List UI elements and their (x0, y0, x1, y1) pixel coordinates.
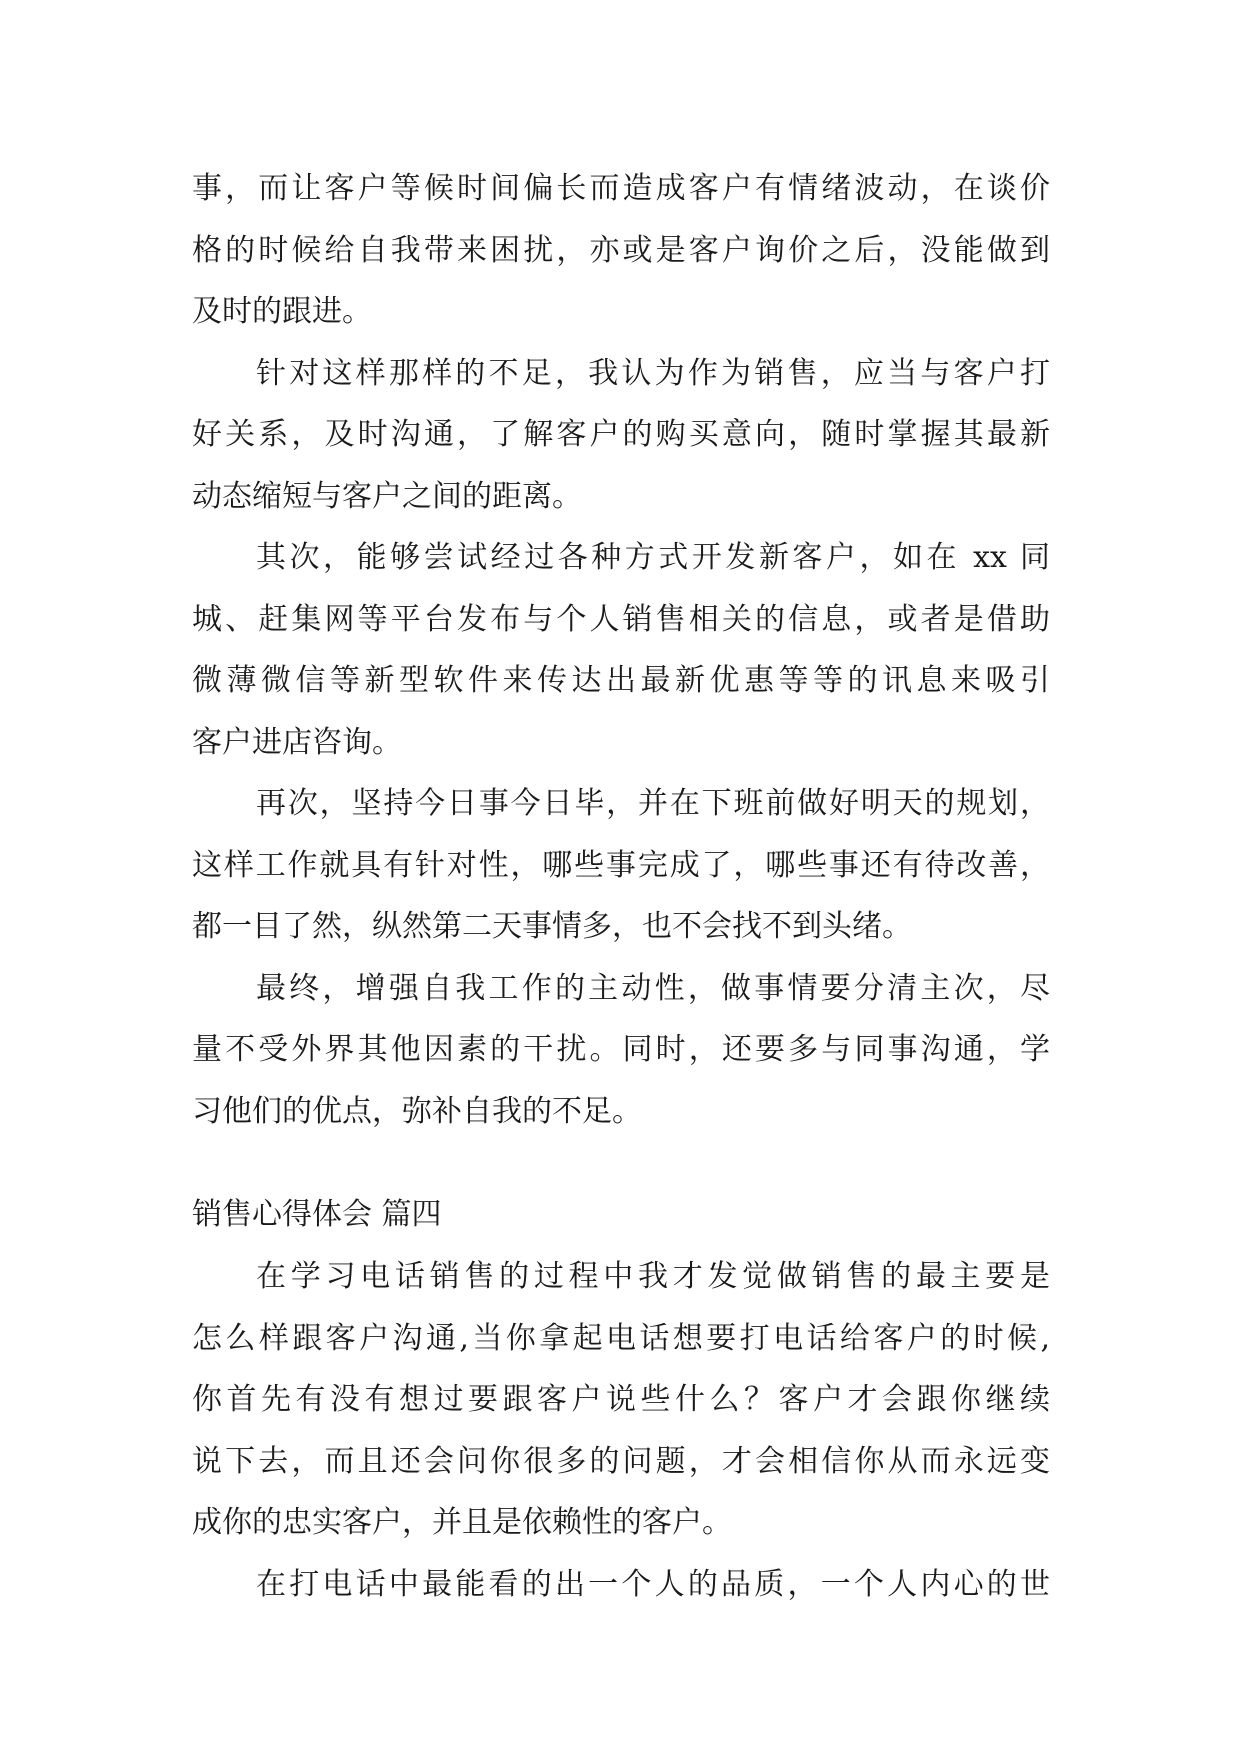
text-line: 你首先有没有想过要跟客户说些什么？客户才会跟你继续 (192, 1382, 1050, 1417)
text-line: 格的时候给自我带来困扰，亦或是客户询价之后，没能做到 (192, 232, 1050, 268)
document-page (192, 158, 1050, 1615)
paragraph (192, 343, 1050, 528)
text-line: 事，而让客户等候时间偏长而造成客户有情绪波动，在谈价 (192, 171, 1050, 206)
text-line: 都一目了然，纵然第二天事情多，也不会找不到头绪。 (192, 909, 912, 944)
text-line: 怎么样跟客户沟通,当你拿起电话想要打电话给客户的时候, (192, 1320, 1050, 1356)
section-heading: 销售心得体会 篇四 (192, 1197, 442, 1232)
text-line: 成你的忠实客户，并且是依赖性的客户。 (192, 1505, 732, 1540)
text-line: 好关系，及时沟通，了解客户的购买意向，随时掌握其最新 (192, 417, 1050, 452)
text-line: 这样工作就具有针对性，哪些事完成了，哪些事还有待改善， (192, 847, 1050, 883)
text-line: 最终，增强自我工作的主动性，做事情要分清主次，尽 (256, 970, 1050, 1006)
text-line: 客户进店咨询。 (192, 724, 402, 760)
paragraph (192, 158, 1050, 343)
text-line: 及时的跟进。 (192, 294, 372, 329)
paragraph (192, 773, 1050, 958)
text-line: 其次，能够尝试经过各种方式开发新客户，如在 xx 同 (256, 540, 1050, 575)
text-line: 说下去，而且还会问你很多的问题，才会相信你从而永远变 (192, 1443, 1050, 1479)
text-line: 在学习电话销售的过程中我才发觉做销售的最主要是 (256, 1259, 1050, 1294)
paragraph (192, 958, 1050, 1143)
text-line: 微薄微信等新型软件来传达出最新优惠等等的讯息来吸引 (192, 663, 1050, 698)
text-line: 再次，坚持今日事今日毕，并在下班前做好明天的规划， (256, 786, 1050, 821)
paragraph (192, 1246, 1050, 1554)
text-line: 城、赶集网等平台发布与个人销售相关的信息，或者是借助 (192, 601, 1050, 637)
paragraph (192, 527, 1050, 773)
text-line: 量不受外界其他因素的干扰。同时，还要多与同事沟通，学 (192, 1032, 1050, 1067)
text-line: 习他们的优点，弥补自我的不足。 (192, 1093, 642, 1129)
text-line: 动态缩短与客户之间的距离。 (192, 478, 582, 514)
text-line: 在打电话中最能看的出一个人的品质，一个人内心的世 (256, 1566, 1050, 1602)
text-line: 针对这样那样的不足，我认为作为销售，应当与客户打 (256, 355, 1050, 391)
paragraph (192, 1554, 1050, 1616)
